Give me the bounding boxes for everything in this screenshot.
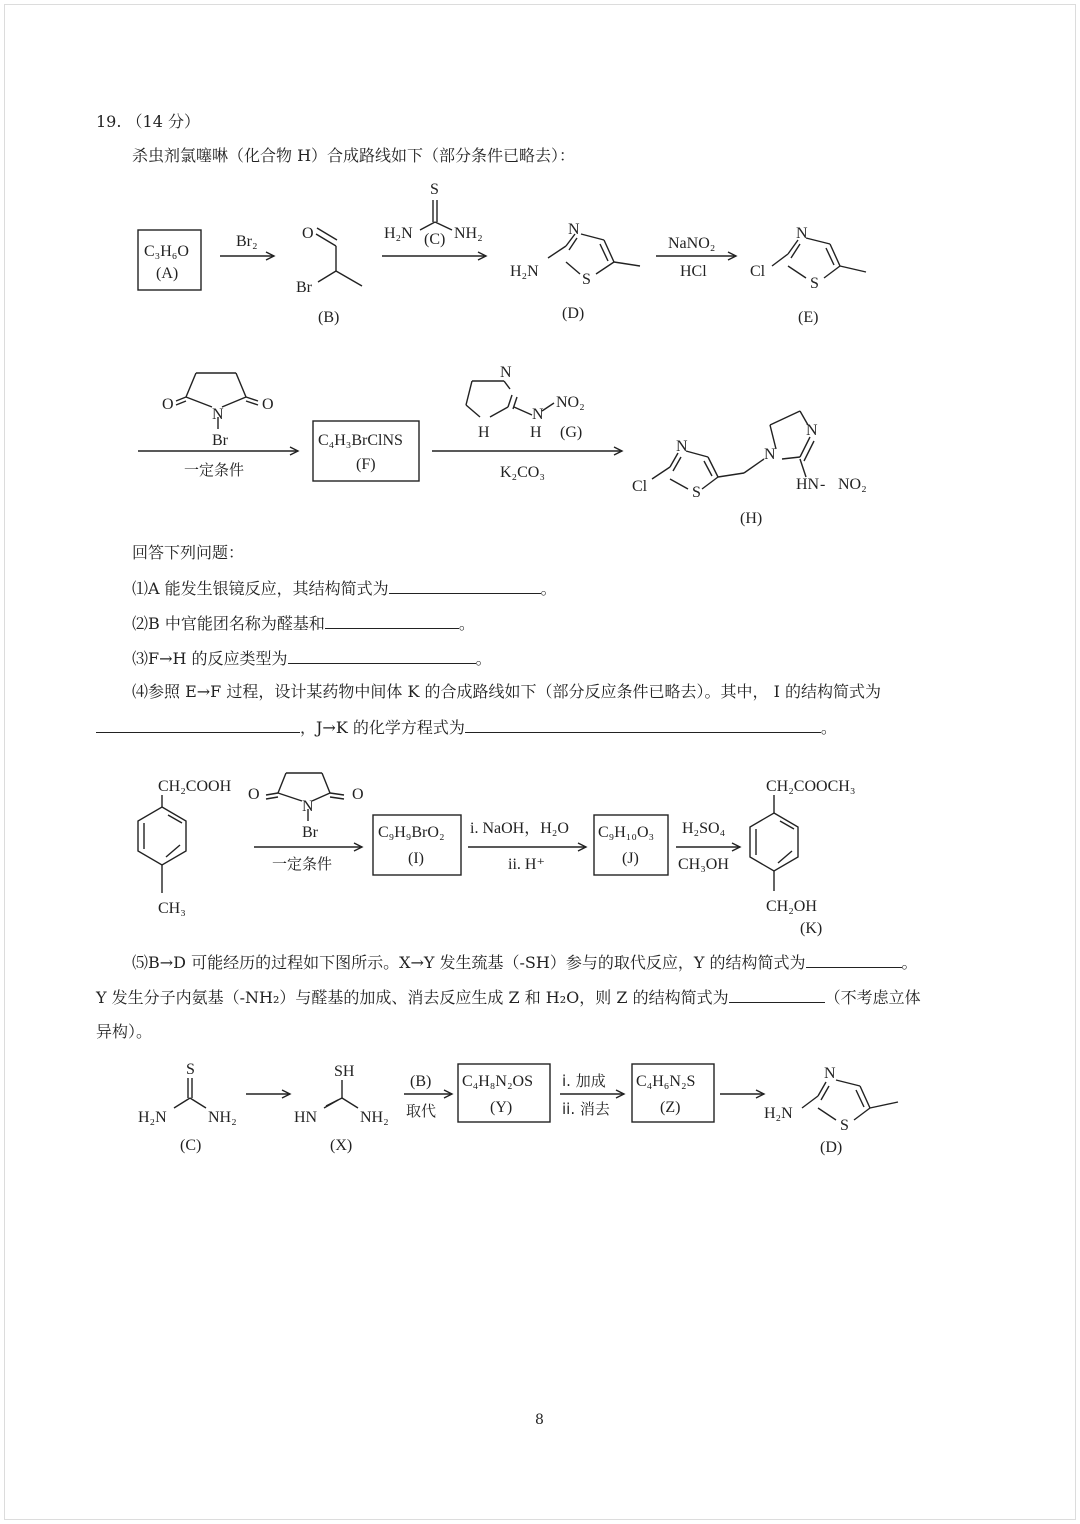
s4-x-thiol: SH [334, 1063, 355, 1080]
s4-compound-c-label: (C) [180, 1137, 202, 1154]
b-bond-1 [316, 234, 336, 246]
s4-d-sulfur: S [840, 1117, 849, 1134]
e-nitrogen: N [796, 225, 808, 242]
question-number: 19. [96, 112, 122, 131]
compound-j-label: (J) [622, 850, 639, 867]
compound-g-label: (G) [560, 424, 583, 441]
h-thiazole-nitrogen: N [676, 438, 688, 455]
s4-d-nitrogen: N [824, 1065, 836, 1082]
c-amine-left: H₂N [384, 225, 413, 242]
q4-i-answer-blank[interactable] [96, 717, 300, 733]
g-nitrogen-top: N [500, 364, 512, 381]
q3-end: 。 [475, 649, 492, 668]
s4-compound-z-formula: C₄H₆N₂S [636, 1073, 696, 1090]
q4-equation-answer-blank[interactable] [465, 717, 821, 733]
e-sulfur: S [810, 275, 819, 292]
scheme3-step2-bottom: ii. H⁺ [508, 856, 545, 873]
s4-compound-z-label: (Z) [660, 1099, 681, 1116]
b-bromine: Br [296, 279, 312, 296]
nbs2-oxygen-right: O [352, 786, 364, 803]
h-ring-nitrogen-1: N [764, 446, 776, 463]
compound-e-label: (E) [798, 309, 819, 326]
g-nitro: NO₂ [556, 394, 585, 411]
question-3 [132, 648, 492, 669]
e-chlorine: Cl [750, 263, 766, 280]
scheme3-step1-condition: 一定条件 [272, 855, 333, 873]
question-5-line-3: 异构）。 [96, 1022, 153, 1041]
s4-c-amine-right: NH₂ [208, 1109, 237, 1126]
compound-f-formula: C₄H₃BrClNS [318, 432, 403, 449]
q4-end: 。 [820, 718, 837, 737]
scheme3-step3-top: H₂SO₄ [682, 820, 726, 837]
s4-compound-x-label: (X) [330, 1137, 353, 1154]
question-2 [132, 613, 475, 634]
compound-a-label: (A) [156, 265, 179, 282]
question-4-line-2 [96, 717, 837, 738]
g-nitrogen-exo: N [532, 406, 544, 423]
q2-text: ⑵B 中官能团名称为醛基和 [132, 614, 325, 633]
nbs2-bromine: Br [302, 824, 318, 841]
compound-j-formula: C₉H₁₀O₃ [598, 824, 655, 841]
question-5-line-2 [96, 987, 921, 1008]
nbs2-oxygen-left: O [248, 786, 260, 803]
question-score: （14 分） [126, 112, 200, 131]
c-sulfur: S [430, 181, 439, 198]
compound-i-formula: C₉H₉BrO₂ [378, 824, 445, 841]
start-group-bottom: CH₃ [158, 900, 186, 917]
q4-mid-text: ，J→K 的化学方程式为 [300, 718, 465, 737]
c-amine-right: NH₂ [454, 225, 483, 242]
answer-prompt: 回答下列问题： [132, 543, 245, 562]
g-h-left: H [478, 424, 490, 441]
reagent-br2: Br₂ [236, 233, 258, 250]
h-nitro: NO₂ [838, 476, 867, 493]
h-thiazole-sulfur: S [692, 484, 701, 501]
question-5-line-1 [132, 952, 918, 973]
scheme-1 [0, 170, 1080, 340]
b-oxygen: O [302, 225, 314, 242]
q5-line1-text: ⑸B→D 可能经历的过程如下图所示。X→Y 发生巯基（-SH）参与的取代反应，Y 的结构简式为 [132, 953, 806, 972]
q2-answer-blank[interactable] [325, 613, 459, 629]
s4-c-sulfur: S [186, 1061, 195, 1078]
question-header [96, 112, 200, 132]
q5-line2-end: （不考虑立体 [824, 988, 921, 1007]
reagent-nano2: NaNO₂ [668, 235, 716, 252]
nbs-nitrogen: N [212, 406, 224, 423]
h-hn-dash: - [820, 476, 826, 493]
q5-line2-text: Y 发生分子内氨基（-NH₂）与醛基的加成、消去反应生成 Z 和 H₂O，则 Z 的结构简式为 [96, 988, 729, 1007]
compound-f-label: (F) [356, 456, 376, 473]
q1-answer-blank[interactable] [389, 578, 541, 594]
scheme-2 [0, 355, 1080, 535]
compound-d-label: (D) [562, 305, 585, 322]
d-sulfur: S [582, 271, 591, 288]
question-intro: 杀虫剂氯噻啉（化合物 H）合成路线如下（部分条件已略去）： [132, 146, 576, 165]
page-number: 8 [535, 1412, 544, 1428]
s4-compound-d-label: (D) [820, 1139, 843, 1156]
h-hn: HN [796, 476, 820, 493]
g-h-right: H [530, 424, 542, 441]
scheme3-step2-top: i. NaOH，H₂O [470, 820, 569, 837]
q5-y-answer-blank[interactable] [806, 952, 902, 968]
q3-text: ⑶F→H 的反应类型为 [132, 649, 288, 668]
s4-c-amine-left: H₂N [138, 1109, 167, 1126]
scheme-3 [0, 765, 1080, 945]
s4-step-addition: i. 加成 [562, 1072, 606, 1090]
s4-d-amine: H₂N [764, 1105, 793, 1122]
q5-z-answer-blank[interactable] [729, 987, 825, 1003]
nbs-oxygen-left: O [162, 396, 174, 413]
nbs2-nitrogen: N [302, 798, 314, 815]
s4-reagent-b: (B) [410, 1073, 432, 1090]
scheme3-step3-bottom: CH₃OH [678, 856, 729, 873]
scheme-4 [0, 1056, 1080, 1166]
d-amine: H₂N [510, 263, 539, 280]
q1-text: ⑴A 能发生银镜反应，其结构简式为 [132, 579, 389, 598]
nbs-bromine: Br [212, 432, 228, 449]
compound-h-label: (H) [740, 510, 763, 527]
q5-line1-end: 。 [901, 953, 918, 972]
h-chlorine: Cl [632, 478, 648, 495]
question-1 [132, 578, 557, 599]
h-ring-nitrogen-2: N [806, 422, 818, 439]
compound-i-label: (I) [408, 850, 424, 867]
question-4-line-1: ⑷参照 E→F 过程，设计某药物中间体 K 的合成路线如下（部分反应条件已略去）。其中， I 的结构简式为 [132, 682, 881, 701]
compound-c-label: (C) [424, 231, 446, 248]
s4-step-elimination: ii. 消去 [562, 1100, 610, 1118]
q2-end: 。 [458, 614, 475, 633]
s4-compound-y-formula: C₄H₈N₂OS [462, 1073, 533, 1090]
s4-reaction-substitution: 取代 [406, 1102, 437, 1120]
s4-x-amine: NH₂ [360, 1109, 389, 1126]
q1-end: 。 [540, 579, 557, 598]
s4-x-imine: HN [294, 1109, 318, 1126]
compound-b-label: (B) [318, 309, 340, 326]
step4-condition: 一定条件 [184, 461, 245, 479]
nbs-oxygen-right: O [262, 396, 274, 413]
compound-a-formula: C₃H₆O [144, 243, 189, 260]
reagent-hcl: HCl [680, 263, 707, 280]
q3-answer-blank[interactable] [288, 648, 476, 664]
k-group-bottom: CH₂OH [766, 898, 817, 915]
start-group-top: CH₂COOH [158, 778, 232, 795]
d-nitrogen: N [568, 221, 580, 238]
reagent-k2co3: K₂CO₃ [500, 464, 545, 481]
s4-compound-y-label: (Y) [490, 1099, 513, 1116]
compound-k-label: (K) [800, 920, 823, 937]
k-group-top: CH₂COOCH₃ [766, 778, 856, 795]
